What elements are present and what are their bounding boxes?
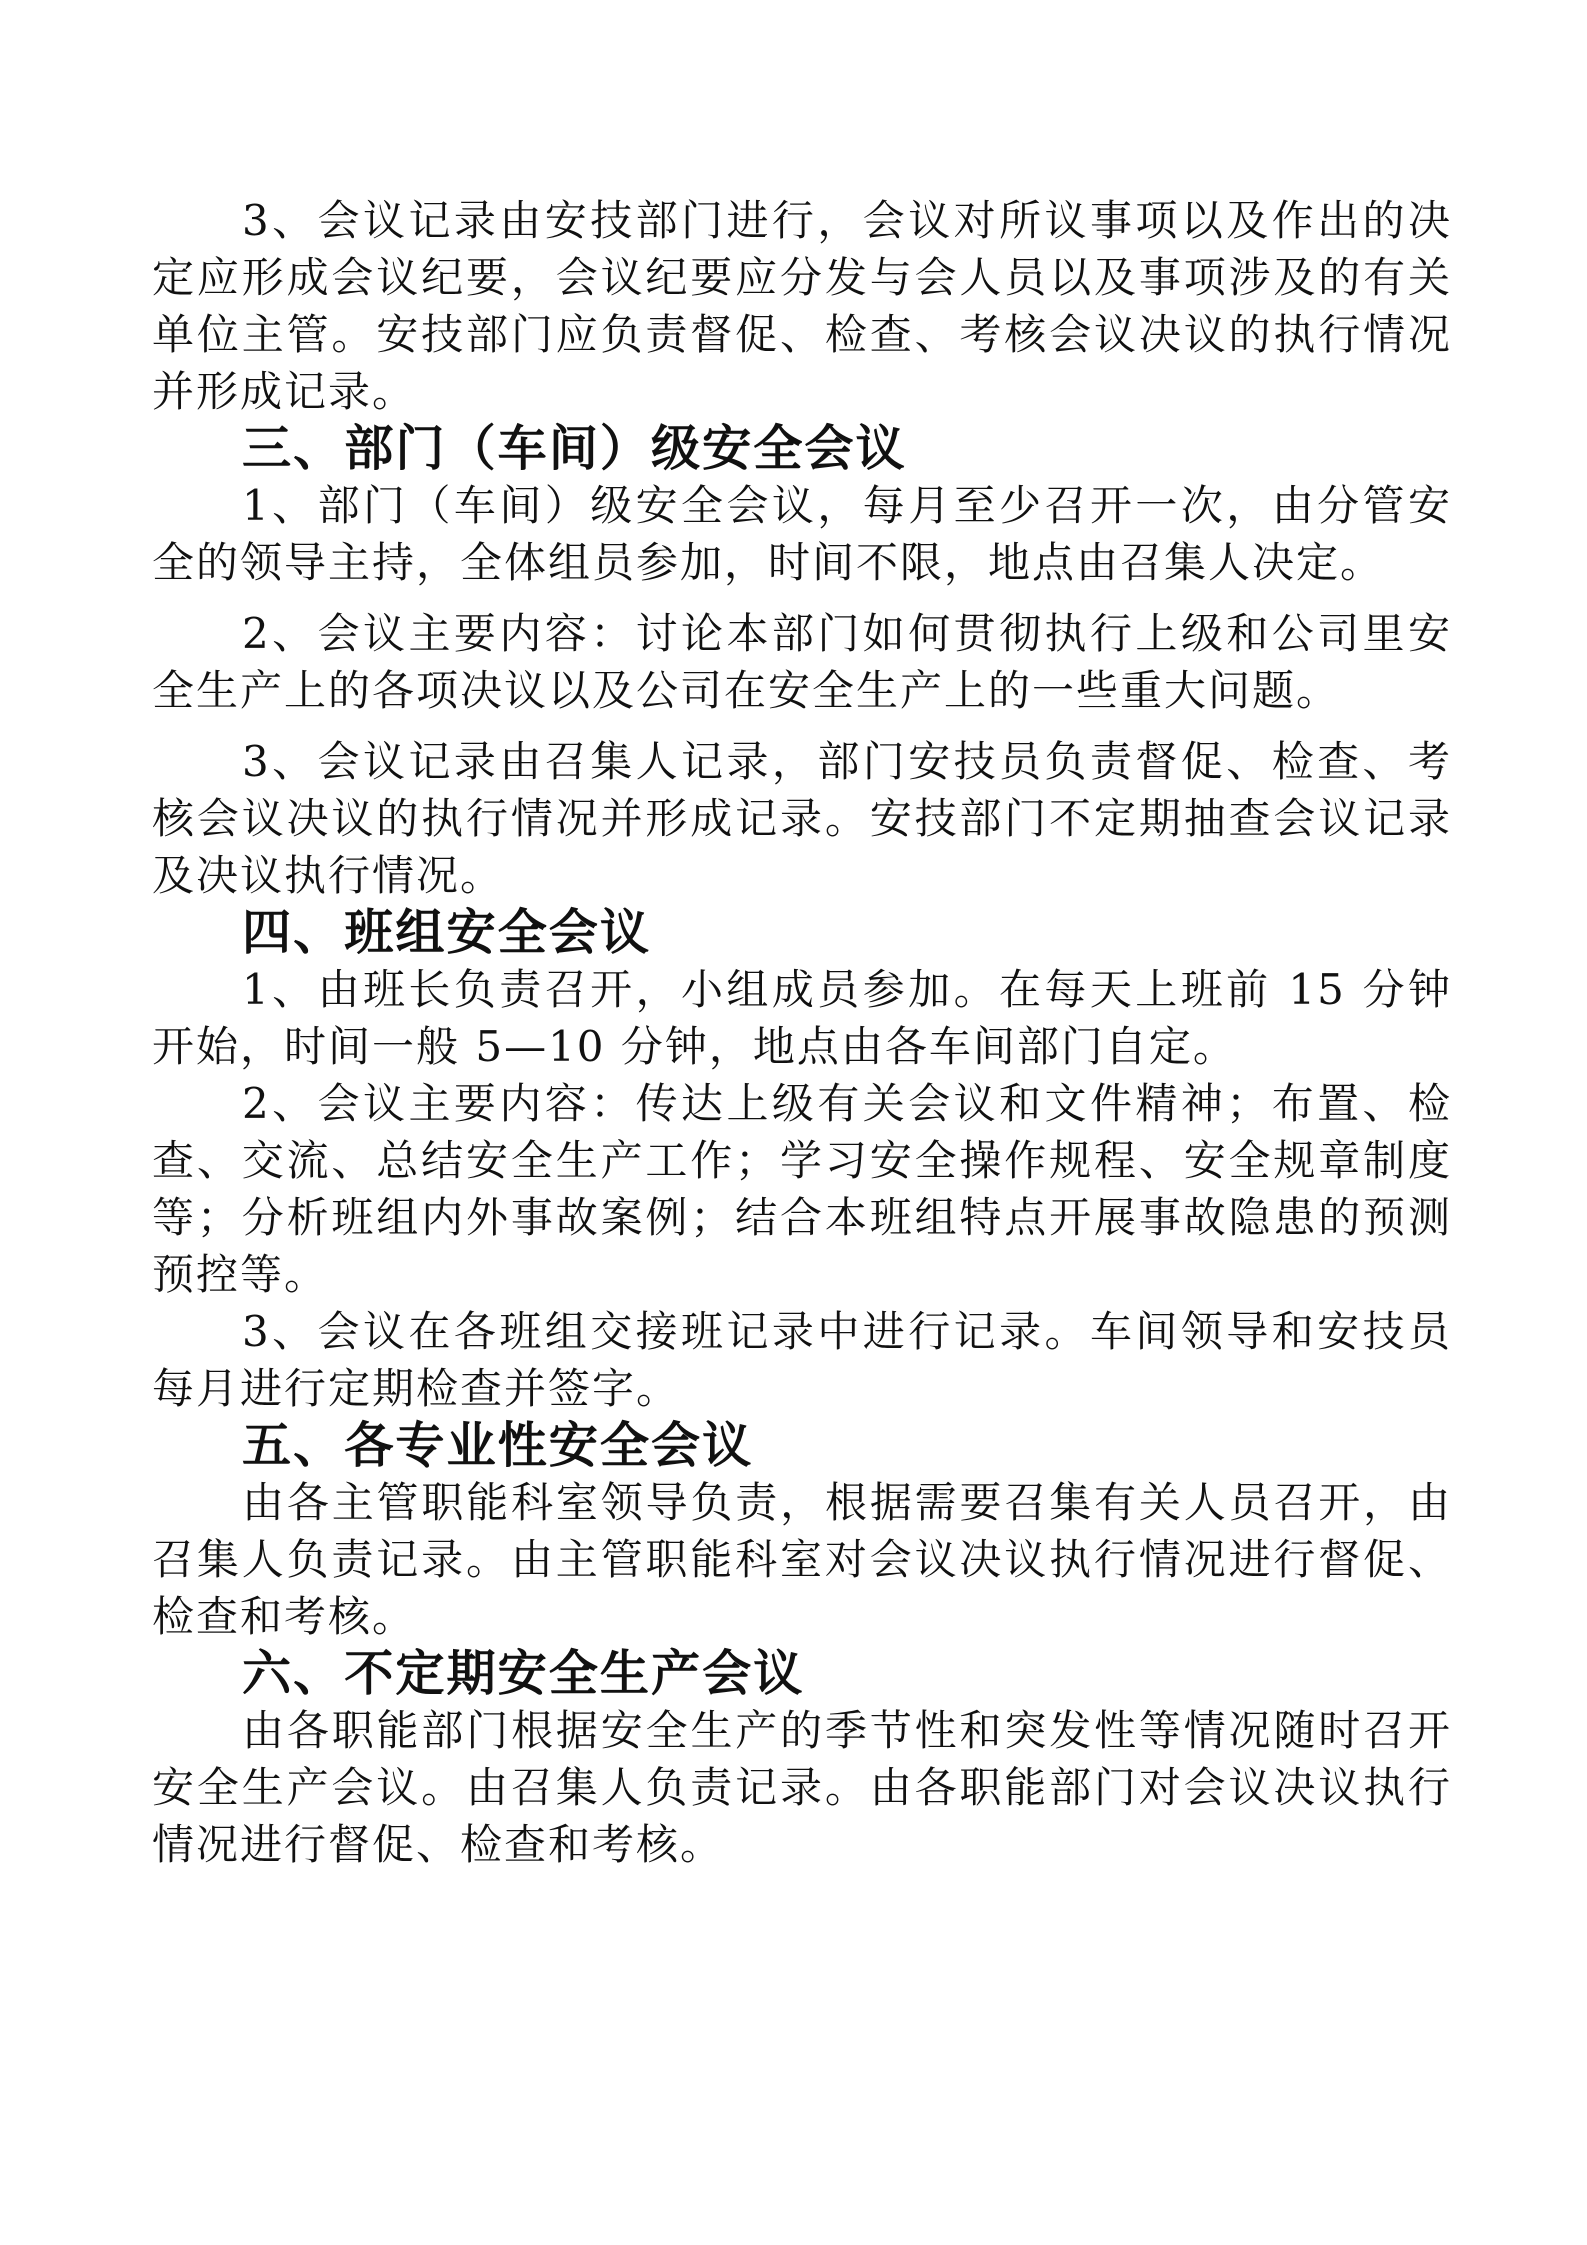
paragraph-department-meeting-records: 3、会议记录由召集人记录，部门安技员负责督促、检查、考核会议决议的执行情况并形成记录。安技部门不定期抽查会议记录及决议执行情况。 [152, 737, 1452, 900]
section-heading-professional-meeting: 五、各专业性安全会议 [242, 1416, 754, 1474]
paragraph-team-meeting-schedule: 1、由班长负责召开，小组成员参加。在每天上班前 15 分钟开始，时间一般 5—10 分钟，地点由各车间部门自定。 [152, 965, 1452, 1071]
paragraph-meeting-records: 3、会议记录由安技部门进行，会议对所议事项以及作出的决定应形成会议纪要，会议纪要应分发与会人员以及事项涉及的有关单位主管。安技部门应负责督促、检查、考核会议决议的执行情况并形成记录。 [152, 196, 1452, 416]
document-page [152, 192, 1452, 1873]
section-heading-irregular-meeting: 六、不定期安全生产会议 [242, 1644, 805, 1702]
paragraph-department-meeting-frequency: 1、部门（车间）级安全会议，每月至少召开一次，由分管安全的领导主持，全体组员参加，时间不限，地点由召集人决定。 [152, 481, 1452, 587]
paragraph-team-meeting-content: 2、会议主要内容：传达上级有关会议和文件精神；布置、检查、交流、总结安全生产工作；学习安全操作规程、安全规章制度等；分析班组内外事故案例；结合本班组特点开展事故隐患的预测预控等。 [152, 1079, 1452, 1299]
section-heading-department-meeting: 三、部门（车间）级安全会议 [242, 419, 907, 477]
paragraph-team-meeting-records: 3、会议在各班组交接班记录中进行记录。车间领导和安技员每月进行定期检查并签字。 [152, 1307, 1452, 1413]
paragraph-department-meeting-content: 2、会议主要内容：讨论本部门如何贯彻执行上级和公司里安全生产上的各项决议以及公司在安全生产上的一些重大问题。 [152, 609, 1452, 715]
section-heading-team-meeting: 四、班组安全会议 [242, 903, 651, 961]
paragraph-professional-meeting: 由各主管职能科室领导负责，根据需要召集有关人员召开，由召集人负责记录。由主管职能科室对会议决议执行情况进行督促、检查和考核。 [152, 1478, 1452, 1641]
paragraph-irregular-meeting: 由各职能部门根据安全生产的季节性和突发性等情况随时召开安全生产会议。由召集人负责记录。由各职能部门对会议决议执行情况进行督促、检查和考核。 [152, 1706, 1452, 1869]
